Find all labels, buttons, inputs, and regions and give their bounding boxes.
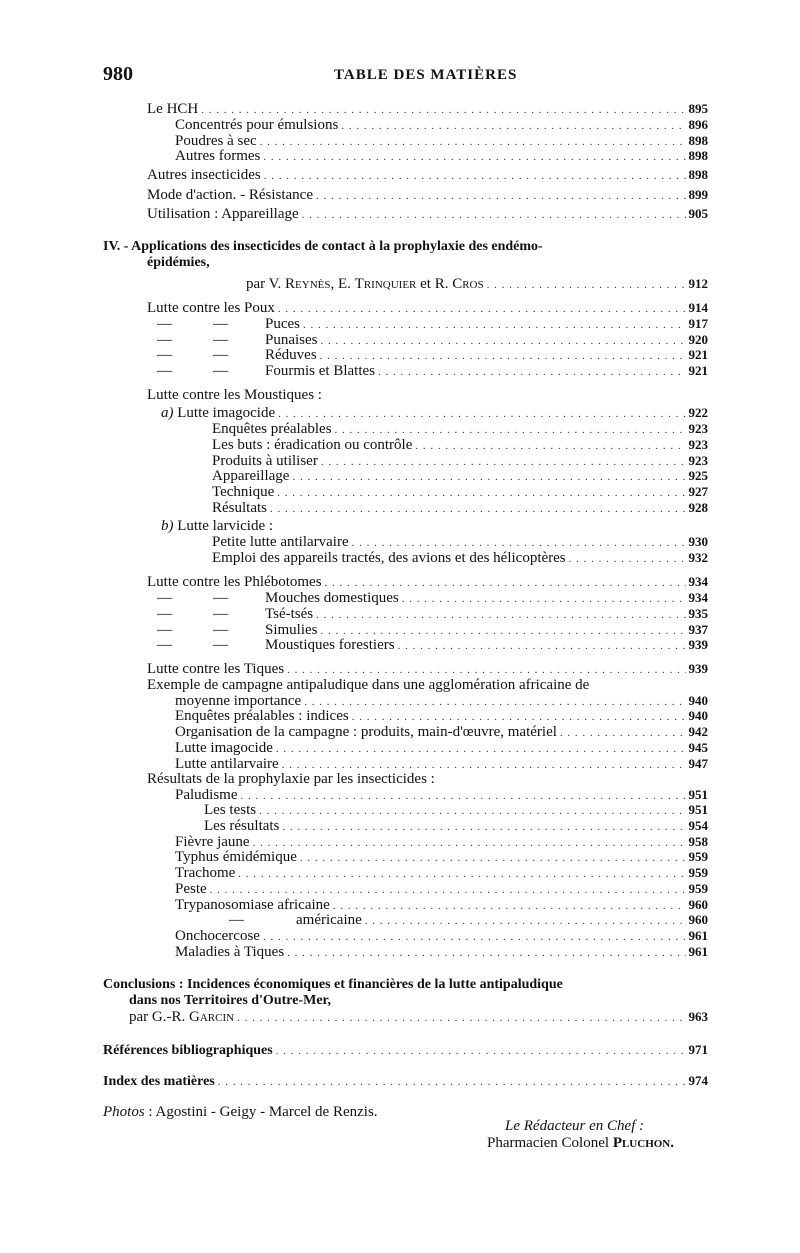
toc-entry-label: Maladies à Tiques [175, 944, 285, 960]
author-name: Cros [452, 276, 484, 292]
dot-leader [398, 637, 686, 654]
section-heading-cont: dans nos Territoires d'Outre-Mer, [129, 993, 331, 1008]
toc-entry-label: — — Tsé-tsés [157, 606, 314, 622]
toc-entry[interactable] [212, 468, 708, 485]
toc-entry-label: Lutte contre les Poux [147, 300, 275, 316]
toc-entry[interactable] [175, 117, 708, 134]
toc-entry-page: 939 [688, 637, 708, 652]
section-heading[interactable]: Conclusions : Incidences économiques et financières de la lutte antipaludique [103, 977, 563, 992]
dot-leader [276, 740, 686, 757]
ditto-dash: — [157, 347, 172, 363]
photo-credits-label: Photos [103, 1104, 145, 1120]
toc-entry-page: 930 [688, 534, 708, 549]
toc-entry-label: Trypanosomiase africaine [175, 897, 330, 913]
toc-entry-label: Appareillage [212, 468, 290, 484]
toc-entry-page: 961 [688, 928, 708, 943]
ditto-dash: — [213, 637, 228, 653]
subsection-heading: b) Lutte larvicide : [161, 518, 274, 534]
toc-entry-label: Résultats [212, 500, 267, 516]
toc-entry-page: 932 [688, 550, 708, 565]
photo-credits-text: : Agostini - Geigy - Marcel de Renzis. [148, 1104, 378, 1120]
photo-credits [103, 1104, 378, 1120]
toc-entry[interactable] [212, 534, 708, 551]
dot-leader [352, 534, 686, 551]
list-letter: a) [161, 405, 174, 421]
dot-leader [263, 928, 686, 945]
toc-entry-page: 895 [688, 101, 708, 116]
subsection-heading: Lutte contre les Moustiques : [147, 387, 322, 403]
toc-entry-label: Lutte contre les Tiques [147, 661, 285, 677]
toc-entry-page: 917 [688, 316, 708, 331]
ditto-dash: — [157, 332, 172, 348]
section-heading[interactable]: IV. - Applications des insecticides de contact à la prophylaxie des endémo- [103, 239, 543, 254]
toc-entry[interactable] [212, 484, 708, 501]
toc-entry-label: Produits à utiliser [212, 453, 318, 469]
toc-entry-page: 940 [688, 708, 708, 723]
toc-entry-label: Enquêtes préalables : indices [175, 708, 349, 724]
ditto-dash: — [229, 912, 244, 928]
dot-leader [341, 117, 685, 134]
toc-entry-page: 947 [688, 756, 708, 771]
toc-entry-label: Typhus émidémique [175, 849, 297, 865]
toc-entry[interactable] [175, 928, 708, 945]
toc-entry[interactable] [175, 148, 708, 165]
toc-entry[interactable] [103, 1042, 708, 1059]
author-name: Garcin [189, 1009, 235, 1025]
ditto-dash: — [213, 332, 228, 348]
toc-entry-label: Références bibliographiques [103, 1043, 273, 1058]
toc-entry-page: 960 [688, 897, 708, 912]
toc-entry-page: 935 [688, 606, 708, 621]
dot-leader [287, 661, 685, 678]
dot-leader [210, 881, 686, 898]
toc-entry-label: Onchocercose [175, 928, 260, 944]
toc-entry-label: — — Punaises [157, 332, 318, 348]
toc-entry-page: 959 [688, 865, 708, 880]
toc-entry[interactable] [157, 590, 708, 607]
toc-entry[interactable] [229, 912, 708, 929]
toc-entry-page: 898 [688, 148, 708, 163]
toc-entry-page: 922 [688, 405, 708, 420]
ditto-dash: — [213, 606, 228, 622]
ditto-dash: — [213, 590, 228, 606]
ditto-dash: — [213, 316, 228, 332]
toc-entry-label: Les résultats [204, 818, 280, 834]
toc-entry-label: Index des matières [103, 1074, 215, 1089]
toc-entry-label: — — Réduves [157, 347, 317, 363]
toc-entry-label: Enquêtes préalables [212, 421, 332, 437]
toc-entry-label: Fièvre jaune [175, 834, 250, 850]
author-name: Reynès [285, 276, 331, 292]
toc-entry[interactable] [147, 300, 708, 317]
toc-entry-page: 945 [688, 740, 708, 755]
toc-entry[interactable] [204, 802, 708, 819]
toc-entry-label: a) Lutte imagocide [161, 405, 276, 421]
dot-leader [560, 724, 686, 741]
toc-entry[interactable] [212, 550, 708, 567]
dot-leader [292, 468, 685, 485]
dot-leader [378, 363, 686, 380]
toc-entry[interactable] [147, 167, 708, 184]
toc-entry[interactable] [175, 881, 708, 898]
toc-entry-label: Poudres à sec [175, 133, 257, 149]
toc-entry-label: Technique [212, 484, 275, 500]
dot-leader [238, 865, 685, 882]
dot-leader [302, 206, 686, 223]
toc-entry[interactable] [212, 421, 708, 438]
toc-entry[interactable] [204, 818, 708, 835]
toc-entry-label: Les buts : éradication ou contrôle [212, 437, 413, 453]
toc-entry-page: 905 [688, 206, 708, 221]
editor-title: Le Rédacteur en Chef : [505, 1118, 645, 1134]
editor-surname: Pluchon. [612, 1135, 675, 1151]
toc-entry-page: 928 [688, 500, 708, 515]
toc-entry-page: 899 [688, 187, 708, 202]
dot-leader [278, 405, 685, 422]
toc-entry-page: 959 [688, 881, 708, 896]
toc-entry-page: 951 [688, 802, 708, 817]
toc-entry-page: 963 [688, 1009, 708, 1024]
toc-entry-label: Lutte antilarvaire [175, 756, 279, 772]
list-letter: b) [161, 518, 174, 534]
toc-entry[interactable] [157, 606, 708, 623]
toc-entry-page: 923 [688, 421, 708, 436]
toc-entry[interactable] [147, 206, 708, 223]
toc-entry-label: Emploi des appareils tractés, des avions et des hélicoptères [212, 550, 566, 566]
toc-entry-page: 959 [688, 849, 708, 864]
toc-entry[interactable] [175, 849, 708, 866]
toc-entry-label: Les tests [204, 802, 257, 818]
toc-entry-page: 914 [688, 300, 708, 315]
toc-entry-page: 934 [688, 590, 708, 605]
editor-name: Pharmacien Colonel Pluchon. [487, 1135, 675, 1151]
toc-entry-page: 942 [688, 724, 708, 739]
toc-entry-page: 937 [688, 622, 708, 637]
toc-entry[interactable] [147, 187, 708, 204]
toc-entry-page: 954 [688, 818, 708, 833]
toc-entry-page: 896 [688, 117, 708, 132]
ditto-dash: — [157, 590, 172, 606]
page-title: TABLE DES MATIÈRES [334, 67, 518, 83]
toc-entry-page: 940 [688, 693, 708, 708]
toc-entry-label: — — Puces [157, 316, 300, 332]
dot-leader [237, 1009, 685, 1026]
toc-entry[interactable] [175, 740, 708, 757]
toc-entry[interactable] [175, 708, 708, 725]
toc-entry-label: Mode d'action. - Résistance [147, 187, 313, 203]
toc-entry[interactable] [157, 637, 708, 654]
toc-entry-page: 898 [688, 133, 708, 148]
toc-entry-page: 974 [688, 1073, 708, 1088]
toc-entry-page: 921 [688, 363, 708, 378]
dot-leader [276, 1042, 686, 1059]
dot-leader [320, 347, 686, 364]
dot-leader [352, 708, 686, 725]
toc-entry[interactable] [212, 437, 708, 454]
toc-entry[interactable] [147, 101, 708, 118]
dot-leader [259, 802, 685, 819]
toc-entry[interactable] [157, 316, 708, 333]
toc-entry[interactable] [147, 661, 708, 678]
toc-entry[interactable] [147, 574, 708, 591]
toc-entry-label: Le HCH [147, 101, 199, 117]
dot-leader [264, 167, 686, 184]
dot-leader [218, 1073, 686, 1090]
dot-leader [300, 849, 686, 866]
toc-entry-label: Autres formes [175, 148, 261, 164]
authors-line: par V. Reynès, E. Trinquier et R. Cros [246, 276, 484, 292]
toc-entry[interactable] [175, 944, 708, 961]
dot-leader [270, 500, 686, 517]
dot-leader [415, 437, 685, 454]
toc-entry-label: Petite lutte antilarvaire [212, 534, 349, 550]
dot-leader [278, 300, 686, 317]
toc-entry-label: — américaine [229, 912, 362, 928]
toc-entry-label: Autres insecticides [147, 167, 261, 183]
toc-entry-authors[interactable] [129, 1009, 708, 1026]
ditto-dash: — [157, 606, 172, 622]
dot-leader [487, 276, 686, 293]
dot-leader [277, 484, 685, 501]
ditto-dash: — [213, 622, 228, 638]
ditto-dash: — [213, 347, 228, 363]
toc-entry-page: 923 [688, 437, 708, 452]
ditto-dash: — [213, 363, 228, 379]
toc-entry[interactable] [157, 347, 708, 364]
dot-leader [325, 574, 686, 591]
toc-entry-label: — — Fourmis et Blattes [157, 363, 375, 379]
dot-leader [316, 187, 686, 204]
toc-entry-page: 958 [688, 834, 708, 849]
dot-leader [316, 606, 685, 623]
toc-entry-page: 934 [688, 574, 708, 589]
toc-entry[interactable] [212, 500, 708, 517]
dot-leader [282, 818, 685, 835]
dot-leader [263, 148, 685, 165]
toc-entry-label: Concentrés pour émulsions [175, 117, 339, 133]
toc-entry-label: — — Simulies [157, 622, 318, 638]
toc-entry-label[interactable]: Exemple de campagne antipaludique dans une agglomération africaine de [147, 677, 590, 693]
toc-entry-page: 898 [688, 167, 708, 182]
toc-entry-page: 920 [688, 332, 708, 347]
toc-entry-label: — — Mouches domestiques [157, 590, 399, 606]
dot-leader [402, 590, 686, 607]
ditto-dash: — [157, 622, 172, 638]
dot-leader [287, 944, 685, 961]
toc-entry[interactable] [157, 363, 708, 380]
toc-entry[interactable] [175, 724, 708, 741]
author-name: Trinquier [354, 276, 417, 292]
dot-leader [303, 316, 686, 333]
page-number: 980 [103, 63, 133, 85]
toc-entry-page: 951 [688, 787, 708, 802]
dot-leader [365, 912, 686, 929]
toc-entry[interactable] [161, 405, 708, 422]
ditto-dash: — [157, 637, 172, 653]
toc-entry[interactable] [103, 1073, 708, 1090]
toc-entry-label: Paludisme [175, 787, 238, 803]
toc-entry-page: 927 [688, 484, 708, 499]
ditto-dash: — [157, 363, 172, 379]
toc-entry[interactable] [175, 865, 708, 882]
toc-entry-label: Lutte contre les Phlébotomes [147, 574, 322, 590]
toc-entry-page: 960 [688, 912, 708, 927]
section-heading-cont: épidémies, [147, 255, 210, 270]
toc-entry-page: 925 [688, 468, 708, 483]
toc-entry-page: 971 [688, 1042, 708, 1057]
toc-entry-page: 921 [688, 347, 708, 362]
dot-leader [569, 550, 686, 567]
toc-entry-label: — — Moustiques forestiers [157, 637, 395, 653]
toc-entry-label: Trachome [175, 865, 236, 881]
toc-entry-label: Utilisation : Appareillage [147, 206, 299, 222]
toc-entry-label: moyenne importance [175, 693, 302, 709]
authors-line: par G.-R. Garcin [129, 1009, 235, 1025]
toc-entry-label: Peste [175, 881, 207, 897]
dot-leader [335, 421, 686, 438]
dot-leader [201, 101, 685, 118]
toc-entry-page: 912 [688, 276, 708, 291]
toc-entry-label: Lutte imagocide [175, 740, 273, 756]
toc-entry-authors[interactable] [246, 276, 708, 293]
toc-entry-page: 923 [688, 453, 708, 468]
toc-entry-label: Organisation de la campagne : produits, main-d'œuvre, matériel [175, 724, 557, 740]
subsection-heading: Résultats de la prophylaxie par les insecticides : [147, 771, 435, 787]
toc-entry-page: 939 [688, 661, 708, 676]
ditto-dash: — [157, 316, 172, 332]
toc-entry-page: 961 [688, 944, 708, 959]
